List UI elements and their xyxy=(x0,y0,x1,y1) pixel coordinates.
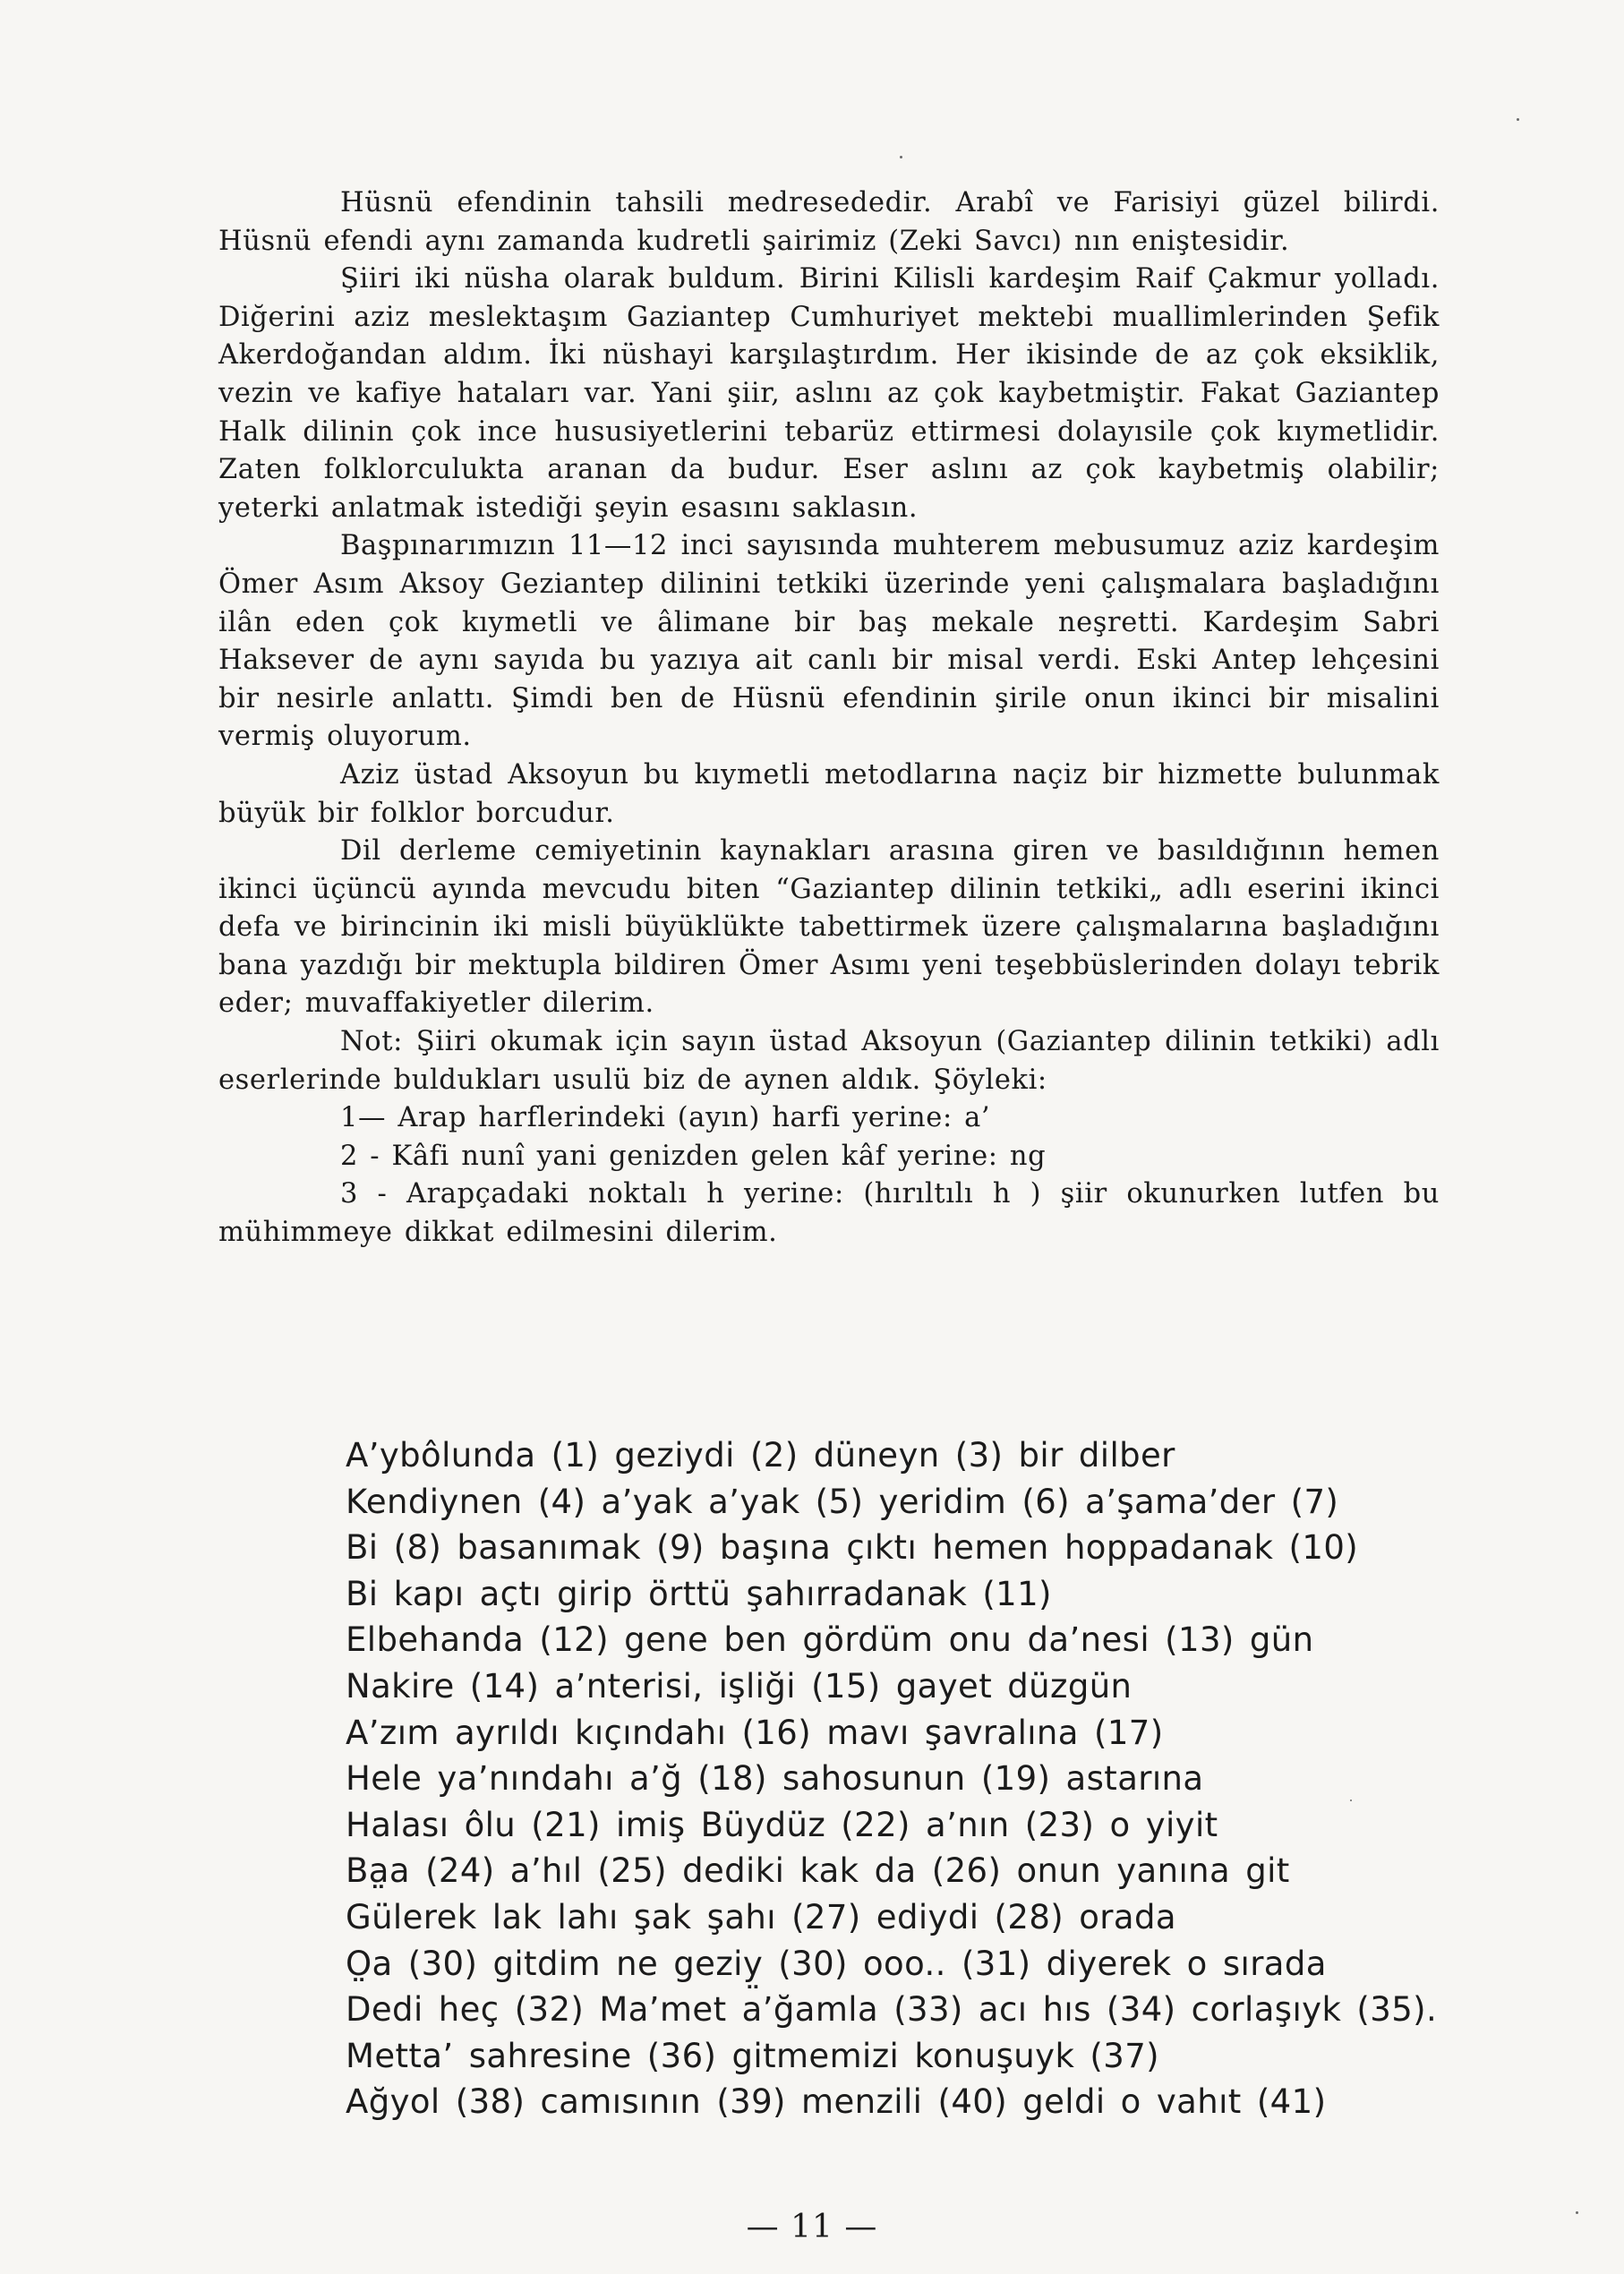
poem xyxy=(346,1432,1438,2125)
poem-line: Hele ya’nındahı a’ğ (18) sahosunun (19) astarına xyxy=(346,1759,1204,1799)
poem-line: Bi (8) basanımak (9) başına çıktı hemen hoppadanak (10) xyxy=(346,1528,1359,1568)
paragraph-1: Hüsnü efendinin tahsili medresededir. Arabî ve Farisiyi güzel bilirdi. Hüsnü efendi aynı zamanda kudretli şairimiz (Zeki Savcı) nın eniştesidir. xyxy=(218,187,1440,257)
poem-line: Nakire (14) a’nterisi, işliği (15) gayet düzgün xyxy=(346,1666,1133,1706)
poem-line: A’zım ayrıldı kıçındahı (16) mavı şavralına (17) xyxy=(346,1713,1164,1752)
poem-line: Elbehanda (12) gene ben gördüm onu da’nesi (13) gün xyxy=(346,1620,1314,1660)
paragraph-2: Şiiri iki nüsha olarak buldum. Birini Kilisli kardeşim Raif Çakmur yolladı. Diğerini aziz meslektaşım Gaziantep Cumhuriyet mektebi muallimlerinden Şefik Akerdoğandan aldım. İki nüshayi karşılaştırdım. Her ikisinde de az çok eksiklik, vezin ve kafiye hataları var. Yani şiir, aslını az çok kaybetmiştir. Fakat Gaziantep Halk dilinin çok ince hususiyetlerini tebarüz ettirmesi dolayısile çok kıymetlidir. Zaten folklorculukta aranan da budur. Eser aslını az çok kaybetmiş olabilir; yeterki anlatmak istediği şeyin esasını saklasın. xyxy=(218,263,1440,524)
note-item-1: 1— Arap harflerindeki (ayın) harfi yerine: a’ xyxy=(340,1102,991,1134)
paragraph-4: Aziz üstad Aksoyun bu kıymetli metodlarına naçiz bir hizmette bulunmak büyük bir folklor borcudur. xyxy=(218,758,1440,829)
poem-line: Dedi heç (32) Ma’met a’ğamla (33) acı hıs (34) corlaşıyk (35). xyxy=(346,1990,1438,2030)
poem-line: Bi kapı açtı girip örttü şahırradanak (11) xyxy=(346,1574,1052,1613)
poem-line: Gülerek lak lahı şak şahı (27) ediydi (28) orada xyxy=(346,1897,1176,1936)
poem-line: Ağyol (38) camısının (39) menzili (40) geldi o vahıt (41) xyxy=(346,2082,1327,2122)
poem-line: Ba̤a (24) a’hıl (25) dediki kak da (26) onun yanına git xyxy=(346,1851,1290,1891)
paragraph-3: Başpınarımızın 11—12 inci sayısında muhterem mebusumuz aziz kardeşim Ömer Asım Aksoy Geziantep dilinini tetkiki üzerinde yeni çalışmalara başladığını ilân eden çok kıymetli ve âlimane bir baş mekale neşretti. Kardeşim Sabri Haksever de aynı sayıda bu yazıya ait canlı bir misal verdi. Eski Antep lehçesini bir nesirle anlattı. Şimdi ben de Hüsnü efendinin şirile onun ikinci bir misalini vermiş oluyorum. xyxy=(218,530,1440,753)
paragraph-5: Dil derleme cemiyetinin kaynakları arasına giren ve basıldığının hemen ikinci üçüncü ayında mevcudu biten “Gaziantep dilinin tetkiki„ adlı eserini ikinci defa ve birincinin iki misli büyüklükte tabettirmek üzere çalışmalarına başladığını bana yazdığı bir mektupla bildiren Ömer Asımı yeni teşebbüslerinden dolayı tebrik eder; muvaffakiyetler dilerim. xyxy=(218,835,1440,1020)
scan-speck xyxy=(1517,118,1519,121)
page-number: — 11 — xyxy=(746,2209,878,2245)
poem-line: O̤a (30) gitdim ne geziy̤ (30) ooo.. (31) diyerek o sırada xyxy=(346,1944,1327,1983)
note-item-3: 3 - Arapçadaki noktalı h yerine: (hırıltılı h ) şiir okunurken lutfen bu mühimmeye dikkat edilmesini dilerim. xyxy=(218,1178,1440,1249)
poem-line: Metta’ sahresine (36) gitmemizi konuşuyk (37) xyxy=(346,2036,1159,2075)
scan-speck xyxy=(1576,2211,1578,2214)
scan-speck xyxy=(1350,1800,1352,1801)
note-paragraph: Not: Şiiri okumak için sayın üstad Aksoyun (Gaziantep dilinin tetkiki) adlı eserlerinde buldukları usulü biz de aynen aldık. Şöyleki: xyxy=(218,1026,1440,1096)
poem-line: Kendiynen (4) a’yak a’yak (5) yeridim (6) a’şama’der (7) xyxy=(346,1482,1339,1521)
note-item-2: 2 - Kâfi nunî yani genizden gelen kâf yerine: ng xyxy=(340,1140,1047,1172)
poem-line: Halası ôlu (21) imiş Büydüz (22) a’nın (23) o yiyit xyxy=(346,1805,1218,1844)
prose-block xyxy=(218,184,1440,1252)
poem-line: A’ybôlunda (1) geziydi (2) düneyn (3) bir dilber xyxy=(346,1436,1175,1475)
scan-speck xyxy=(900,156,902,158)
